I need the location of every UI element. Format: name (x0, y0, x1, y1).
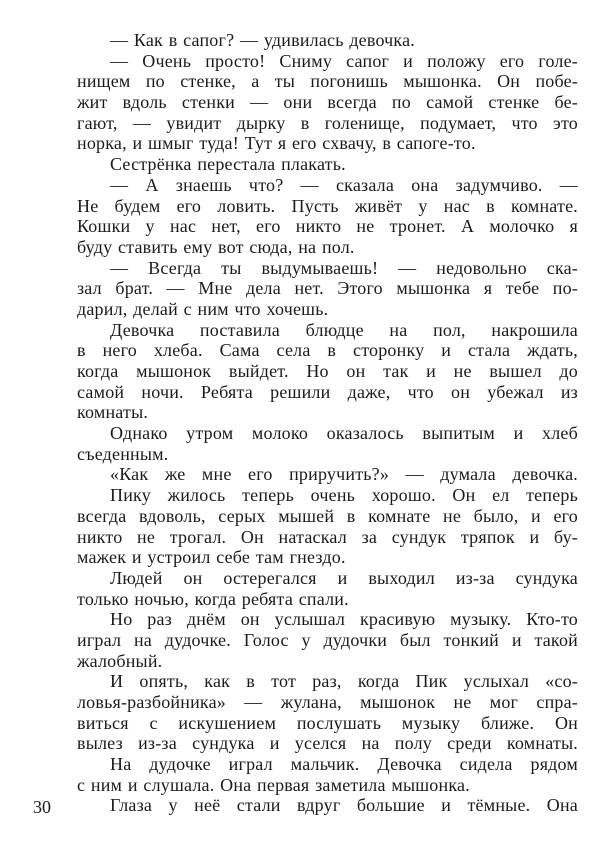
paragraph (77, 609, 578, 671)
text-line: самой ночи. Ребята решили даже, что он убежал из (77, 381, 578, 402)
paragraph (77, 754, 578, 795)
paragraph (77, 671, 578, 754)
paragraph (77, 154, 578, 175)
paragraph (77, 795, 578, 816)
text-line: нищем по стенке, а ты погонишь мышонка. Он побе- (77, 71, 578, 92)
paragraph (77, 423, 578, 464)
text-line: дарил, делай с ним что хочешь. (77, 298, 329, 319)
text-line: мажек и устроил себе там гнездо. (77, 547, 346, 568)
text-line: ловья-разбойника» — жулана, мышонок не мог спра- (77, 692, 578, 712)
paragraph (77, 320, 578, 423)
paragraph (77, 51, 578, 154)
paragraph (77, 258, 578, 320)
text-line: никто не трогал. Он натаскал за сундук тряпок и бу- (77, 526, 578, 547)
paragraph (77, 464, 578, 485)
text-line: — Как в сапог? — удивилась девочка. (110, 30, 415, 50)
text-line: съеденным. (77, 443, 169, 464)
text-line: комнаты. (77, 402, 149, 423)
text-line: буду ставить ему вот сюда, на пол. (77, 236, 355, 257)
text-line: виться с искушением послушать музыку ближе. Он (77, 712, 578, 733)
text-line: когда мышонок выйдет. Но он так и не вышел до (77, 361, 578, 381)
text-line: Людей он остерегался и выходил из-за сундука (110, 567, 578, 588)
page-number: 30 (33, 797, 51, 817)
text-line: Но раз днём он услышал красивую музыку. Кто-то (110, 609, 578, 630)
text-line: с ним и слушала. Она первая заметила мышонка. (77, 774, 470, 795)
text-line: Девочка поставила блюдце на пол, накрошила (110, 319, 578, 340)
paragraph (77, 485, 578, 568)
text-line: жалобный. (77, 650, 163, 671)
text-line: норка, и шмыг туда! Тут я его схвачу, в сапоге-то. (77, 133, 476, 154)
text-line: в него хлеба. Сама села в сторонку и стала ждать, (77, 340, 578, 361)
text-line: Пику жилось теперь очень хорошо. Он ел теперь (110, 485, 578, 506)
text-line: всегда вдоволь, серых мышей в комнате не было, и его (77, 505, 578, 526)
text-line: Глаза у неё стали вдруг большие и тёмные. Она (110, 795, 578, 816)
text-line: гают, — увидит дырку в голенище, подумает, что это (77, 112, 578, 133)
text-line: Не будем его ловить. Пусть живёт у нас в комнате. (77, 195, 578, 216)
text-line: Кошки у нас нет, его никто не тронет. А молочко я (77, 216, 578, 237)
text-line: — Очень просто! Сниму сапог и положу его голе- (110, 50, 578, 71)
text-line: играл на дудочке. Голос у дудочки был тонкий и такой (77, 629, 578, 650)
paragraph (77, 175, 578, 258)
paragraph (77, 30, 578, 51)
text-line: И опять, как в тот раз, когда Пик услыхал «со- (110, 671, 578, 692)
text-line: Однако утром молоко оказалось выпитым и хлеб (110, 423, 578, 444)
text-line: — А знаешь что? — сказала она задумчиво. — (110, 174, 578, 195)
text-line: Сестрёнка перестала плакать. (110, 154, 346, 175)
text-line: «Как же мне его приручить?» — думала девочка. (110, 464, 578, 485)
text-line: — Всегда ты выдумываешь! — недовольно ска- (110, 257, 578, 278)
book-page-text (77, 30, 578, 816)
text-line: На дудочке играл мальчик. Девочка сидела рядом (110, 754, 578, 775)
text-line: зал брат. — Мне дела нет. Этого мышонка я тебе по- (77, 278, 578, 299)
text-line: вылез из-за сундука и уселся на полу среди комнаты. (77, 733, 578, 754)
paragraph (77, 568, 578, 609)
text-line: только ночью, когда ребята спали. (77, 588, 349, 609)
text-line: жит вдоль стенки — они всегда по самой стенке бе- (77, 92, 578, 113)
